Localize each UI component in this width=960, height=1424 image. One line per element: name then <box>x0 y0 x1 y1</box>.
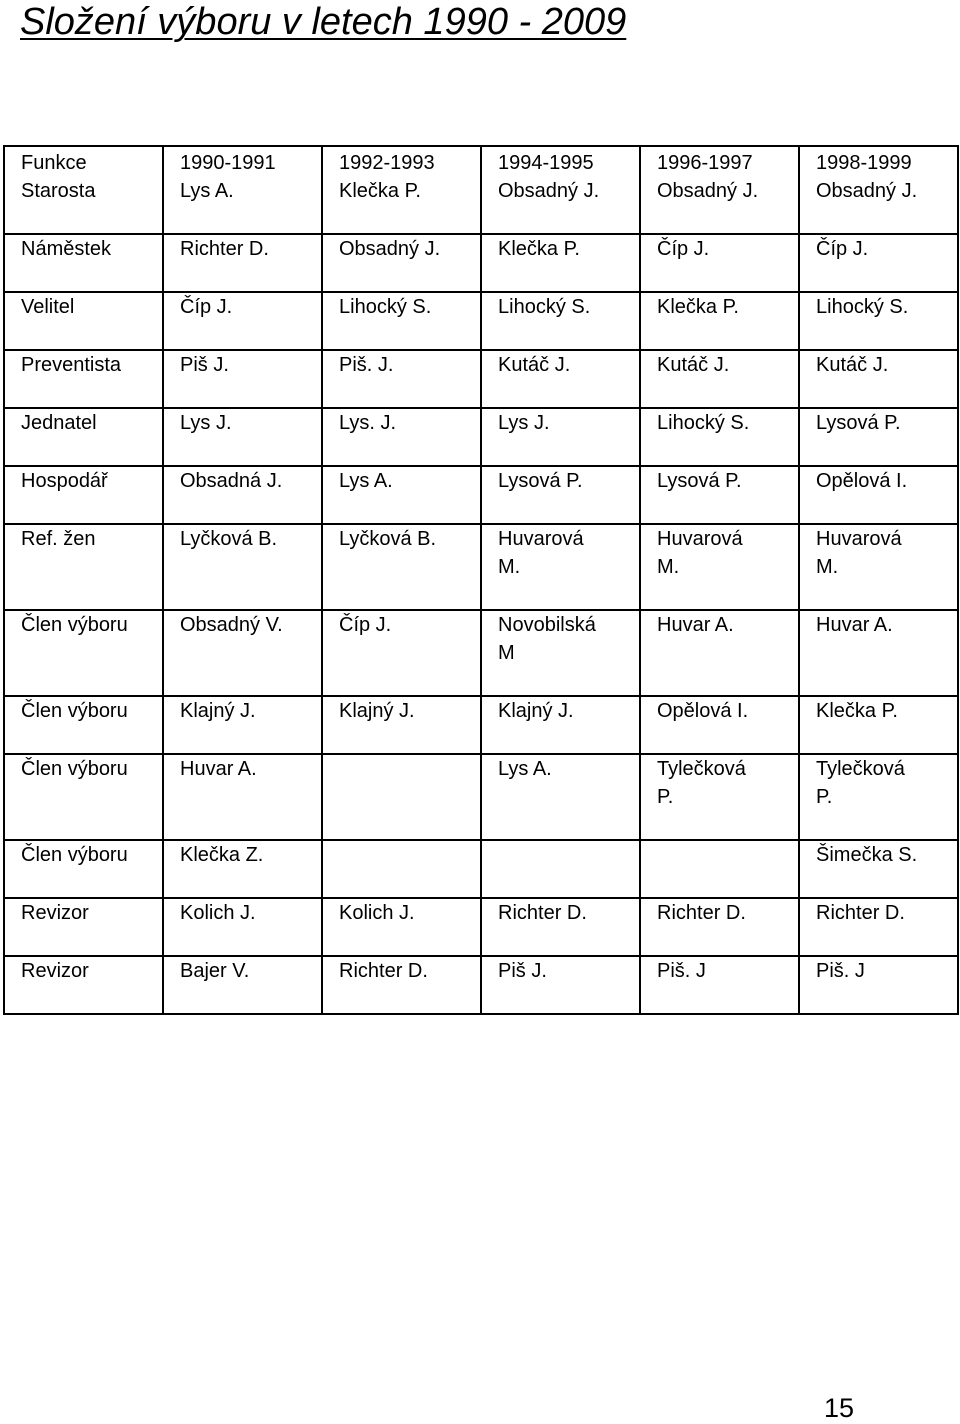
member-cell: Klajný J. <box>163 696 322 754</box>
table-row <box>4 840 958 898</box>
member-cell: Lihocký S. <box>481 292 640 350</box>
role-cell: Preventista <box>4 350 163 408</box>
role-cell: Revizor <box>4 956 163 1014</box>
member-cell: Obsadný J. <box>481 177 640 234</box>
role-cell: Ref. žen <box>4 524 163 610</box>
member-cell: Číp J. <box>799 234 958 292</box>
header-cell-period: 1996-1997 <box>640 146 799 177</box>
header-cell-funkce: Funkce <box>4 146 163 177</box>
role-cell: Člen výboru <box>4 840 163 898</box>
member-cell: Obsadný J. <box>799 177 958 234</box>
member-cell: Obsadný J. <box>322 234 481 292</box>
role-cell: Člen výboru <box>4 610 163 696</box>
member-cell: Richter D. <box>481 898 640 956</box>
member-cell: Číp J. <box>640 234 799 292</box>
member-cell: Piš. J <box>640 956 799 1014</box>
role-cell: Revizor <box>4 898 163 956</box>
committee-table <box>3 145 959 1015</box>
member-cell: Opělová I. <box>799 466 958 524</box>
member-cell: Číp J. <box>163 292 322 350</box>
member-cell: Richter D. <box>163 234 322 292</box>
member-cell: Obsadný V. <box>163 610 322 696</box>
role-cell: Hospodář <box>4 466 163 524</box>
member-cell: Lihocký S. <box>799 292 958 350</box>
member-cell: Huvar A. <box>799 610 958 696</box>
member-cell: Lys A. <box>163 177 322 234</box>
header-cell-period: 1990-1991 <box>163 146 322 177</box>
member-cell <box>322 754 481 840</box>
member-cell: Lys. J. <box>322 408 481 466</box>
member-cell: Piš J. <box>163 350 322 408</box>
member-cell: Kutáč J. <box>799 350 958 408</box>
member-cell: Obsadná J. <box>163 466 322 524</box>
role-cell: Náměstek <box>4 234 163 292</box>
table-row <box>4 292 958 350</box>
table-row <box>4 234 958 292</box>
member-cell: Huvar A. <box>163 754 322 840</box>
member-cell: Klečka Z. <box>163 840 322 898</box>
member-cell: Klečka P. <box>481 234 640 292</box>
member-cell: Lihocký S. <box>322 292 481 350</box>
table-row <box>4 754 958 840</box>
member-cell: Novobilská M <box>481 610 640 696</box>
member-cell: Huvarová M. <box>481 524 640 610</box>
member-cell: Huvarová M. <box>799 524 958 610</box>
member-cell: Bajer V. <box>163 956 322 1014</box>
member-cell <box>481 840 640 898</box>
table-row <box>4 350 958 408</box>
table-header-row <box>4 146 958 177</box>
header-cell-period: 1998-1999 <box>799 146 958 177</box>
member-cell: Lyčková B. <box>322 524 481 610</box>
member-cell: Piš. J. <box>322 350 481 408</box>
member-cell: Lys J. <box>481 408 640 466</box>
member-cell: Lysová P. <box>799 408 958 466</box>
page-title: Složení výboru v letech 1990 - 2009 <box>20 1 627 43</box>
table-row <box>4 610 958 696</box>
member-cell: Lysová P. <box>640 466 799 524</box>
table-row <box>4 524 958 610</box>
member-cell <box>322 840 481 898</box>
table-row <box>4 408 958 466</box>
table-row <box>4 898 958 956</box>
member-cell: Klečka P. <box>640 292 799 350</box>
member-cell: Lys J. <box>163 408 322 466</box>
member-cell: Tylečková P. <box>799 754 958 840</box>
member-cell: Richter D. <box>799 898 958 956</box>
member-cell: Číp J. <box>322 610 481 696</box>
member-cell: Šimečka S. <box>799 840 958 898</box>
member-cell <box>640 840 799 898</box>
member-cell: Richter D. <box>322 956 481 1014</box>
header-cell-period: 1994-1995 <box>481 146 640 177</box>
table-row <box>4 466 958 524</box>
member-cell: Klečka P. <box>799 696 958 754</box>
header-cell-period: 1992-1993 <box>322 146 481 177</box>
member-cell: Klečka P. <box>322 177 481 234</box>
member-cell: Piš J. <box>481 956 640 1014</box>
member-cell: Kolich J. <box>163 898 322 956</box>
role-cell: Člen výboru <box>4 696 163 754</box>
role-cell: Velitel <box>4 292 163 350</box>
member-cell: Huvar A. <box>640 610 799 696</box>
member-cell: Lys A. <box>481 754 640 840</box>
role-cell: Jednatel <box>4 408 163 466</box>
member-cell: Huvarová M. <box>640 524 799 610</box>
member-cell: Lys A. <box>322 466 481 524</box>
member-cell: Lyčková B. <box>163 524 322 610</box>
member-cell: Kutáč J. <box>481 350 640 408</box>
member-cell: Kutáč J. <box>640 350 799 408</box>
member-cell: Opělová I. <box>640 696 799 754</box>
member-cell: Klajný J. <box>481 696 640 754</box>
table-row <box>4 177 958 234</box>
page-number: 15 <box>824 1393 855 1423</box>
member-cell: Klajný J. <box>322 696 481 754</box>
table-row <box>4 956 958 1014</box>
member-cell: Piš. J <box>799 956 958 1014</box>
member-cell: Lihocký S. <box>640 408 799 466</box>
role-cell: Člen výboru <box>4 754 163 840</box>
member-cell: Richter D. <box>640 898 799 956</box>
role-cell: Starosta <box>4 177 163 234</box>
member-cell: Lysová P. <box>481 466 640 524</box>
member-cell: Kolich J. <box>322 898 481 956</box>
table-row <box>4 696 958 754</box>
member-cell: Obsadný J. <box>640 177 799 234</box>
member-cell: Tylečková P. <box>640 754 799 840</box>
